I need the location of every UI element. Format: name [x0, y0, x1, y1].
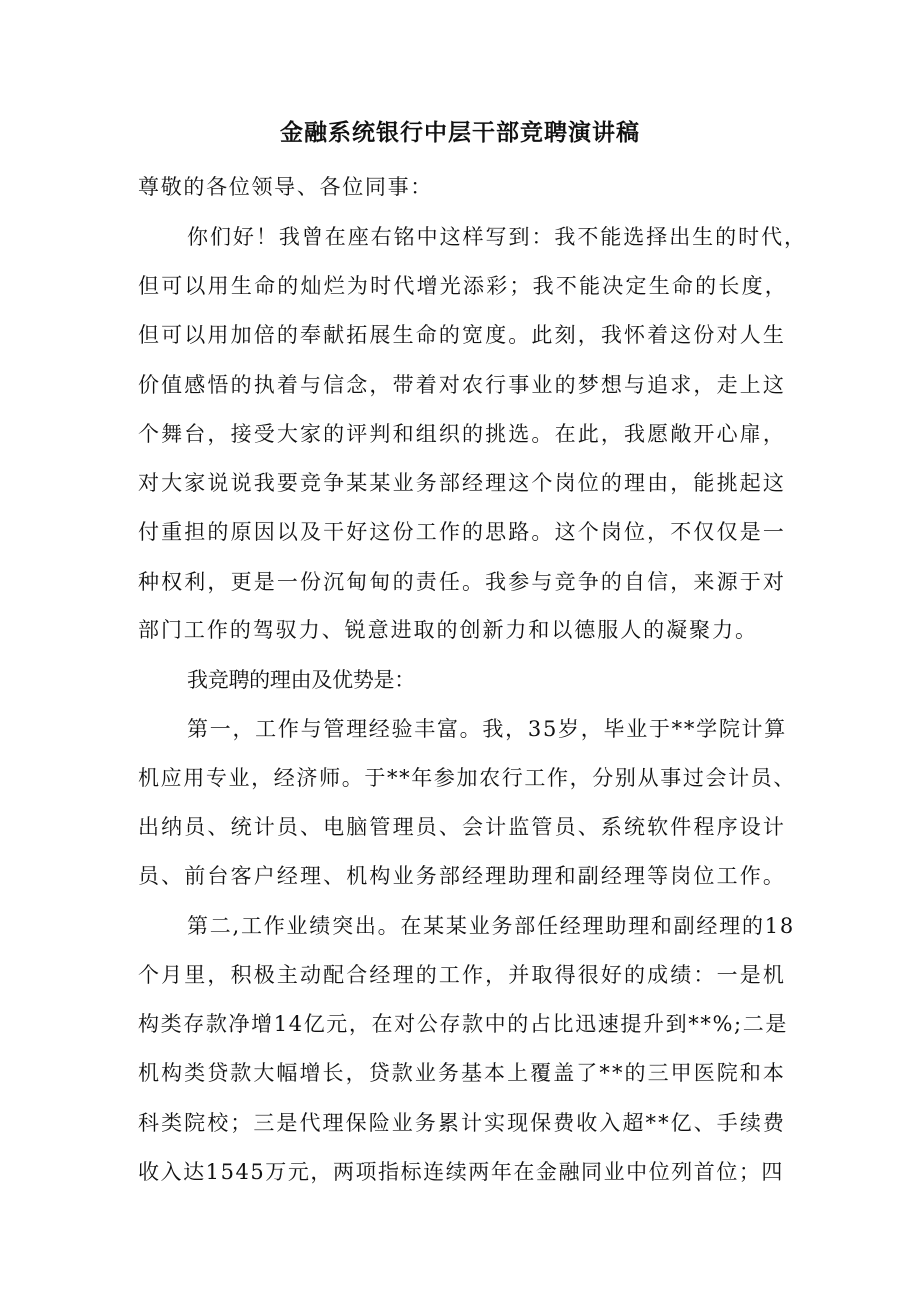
- paragraph-line: 你们好！我曾在座右铭中这样写到：我不能选择出生的时代，: [187, 225, 807, 249]
- document-title: 金融系统银行中层干部竞聘演讲稿: [280, 120, 640, 146]
- paragraph-line: 部门工作的驾驭力、锐意进取的创新力和以德服人的凝聚力。: [138, 618, 758, 642]
- paragraph-line: 个月里，积极主动配合经理的工作，并取得很好的成绩：一是机: [138, 963, 786, 987]
- paragraph-line: 种权利，更是一份沉甸甸的责任。我参与竞争的自信，来源于对: [138, 570, 786, 594]
- paragraph-line: 机构类贷款大幅增长，贷款业务基本上覆盖了**的三甲医院和本: [138, 1061, 786, 1085]
- paragraph-line: 收入达1545万元，两项指标连续两年在金融同业中位列首位；四: [138, 1160, 784, 1184]
- paragraph-line: 但可以用生命的灿烂为时代增光添彩；我不能决定生命的长度，: [138, 274, 788, 298]
- paragraph-line: 价值感悟的执着与信念，带着对农行事业的梦想与追求，走上这: [138, 373, 786, 397]
- paragraph-line: 机应用专业，经济师。于**年参加农行工作，分别从事过会计员、: [138, 766, 796, 790]
- salutation-line: 尊敬的各位领导、各位同事：: [138, 175, 433, 199]
- paragraph-line: 构类存款净增14亿元，在对公存款中的占比迅速提升到**%;二是: [138, 1012, 788, 1036]
- paragraph-line: 但可以用加倍的奉献拓展生命的宽度。此刻，我怀着这份对人生: [138, 323, 786, 347]
- paragraph-line: 员、前台客户经理、机构业务部经理助理和副经理等岗位工作。: [138, 864, 786, 888]
- paragraph-line: 个舞台，接受大家的评判和组织的挑选。在此，我愿敞开心扉，: [138, 422, 786, 446]
- paragraph-line: 第一，工作与管理经验丰富。我，35岁，毕业于**学院计算: [187, 717, 787, 741]
- paragraph-line: 科类院校；三是代理保险业务累计实现保费收入超**亿、手续费: [138, 1111, 786, 1135]
- paragraph-line: 第二,工作业绩突出。在某某业务部任经理助理和副经理的18: [187, 914, 795, 938]
- paragraph-line: 出纳员、统计员、电脑管理员、会计监管员、系统软件程序设计: [138, 815, 786, 839]
- paragraph-line: 对大家说说我要竞争某某业务部经理这个岗位的理由，能挑起这: [138, 471, 786, 495]
- paragraph-line: 我竞聘的理由及优势是：: [187, 668, 415, 692]
- paragraph-line: 付重担的原因以及干好这份工作的思路。这个岗位，不仅仅是一: [138, 520, 786, 544]
